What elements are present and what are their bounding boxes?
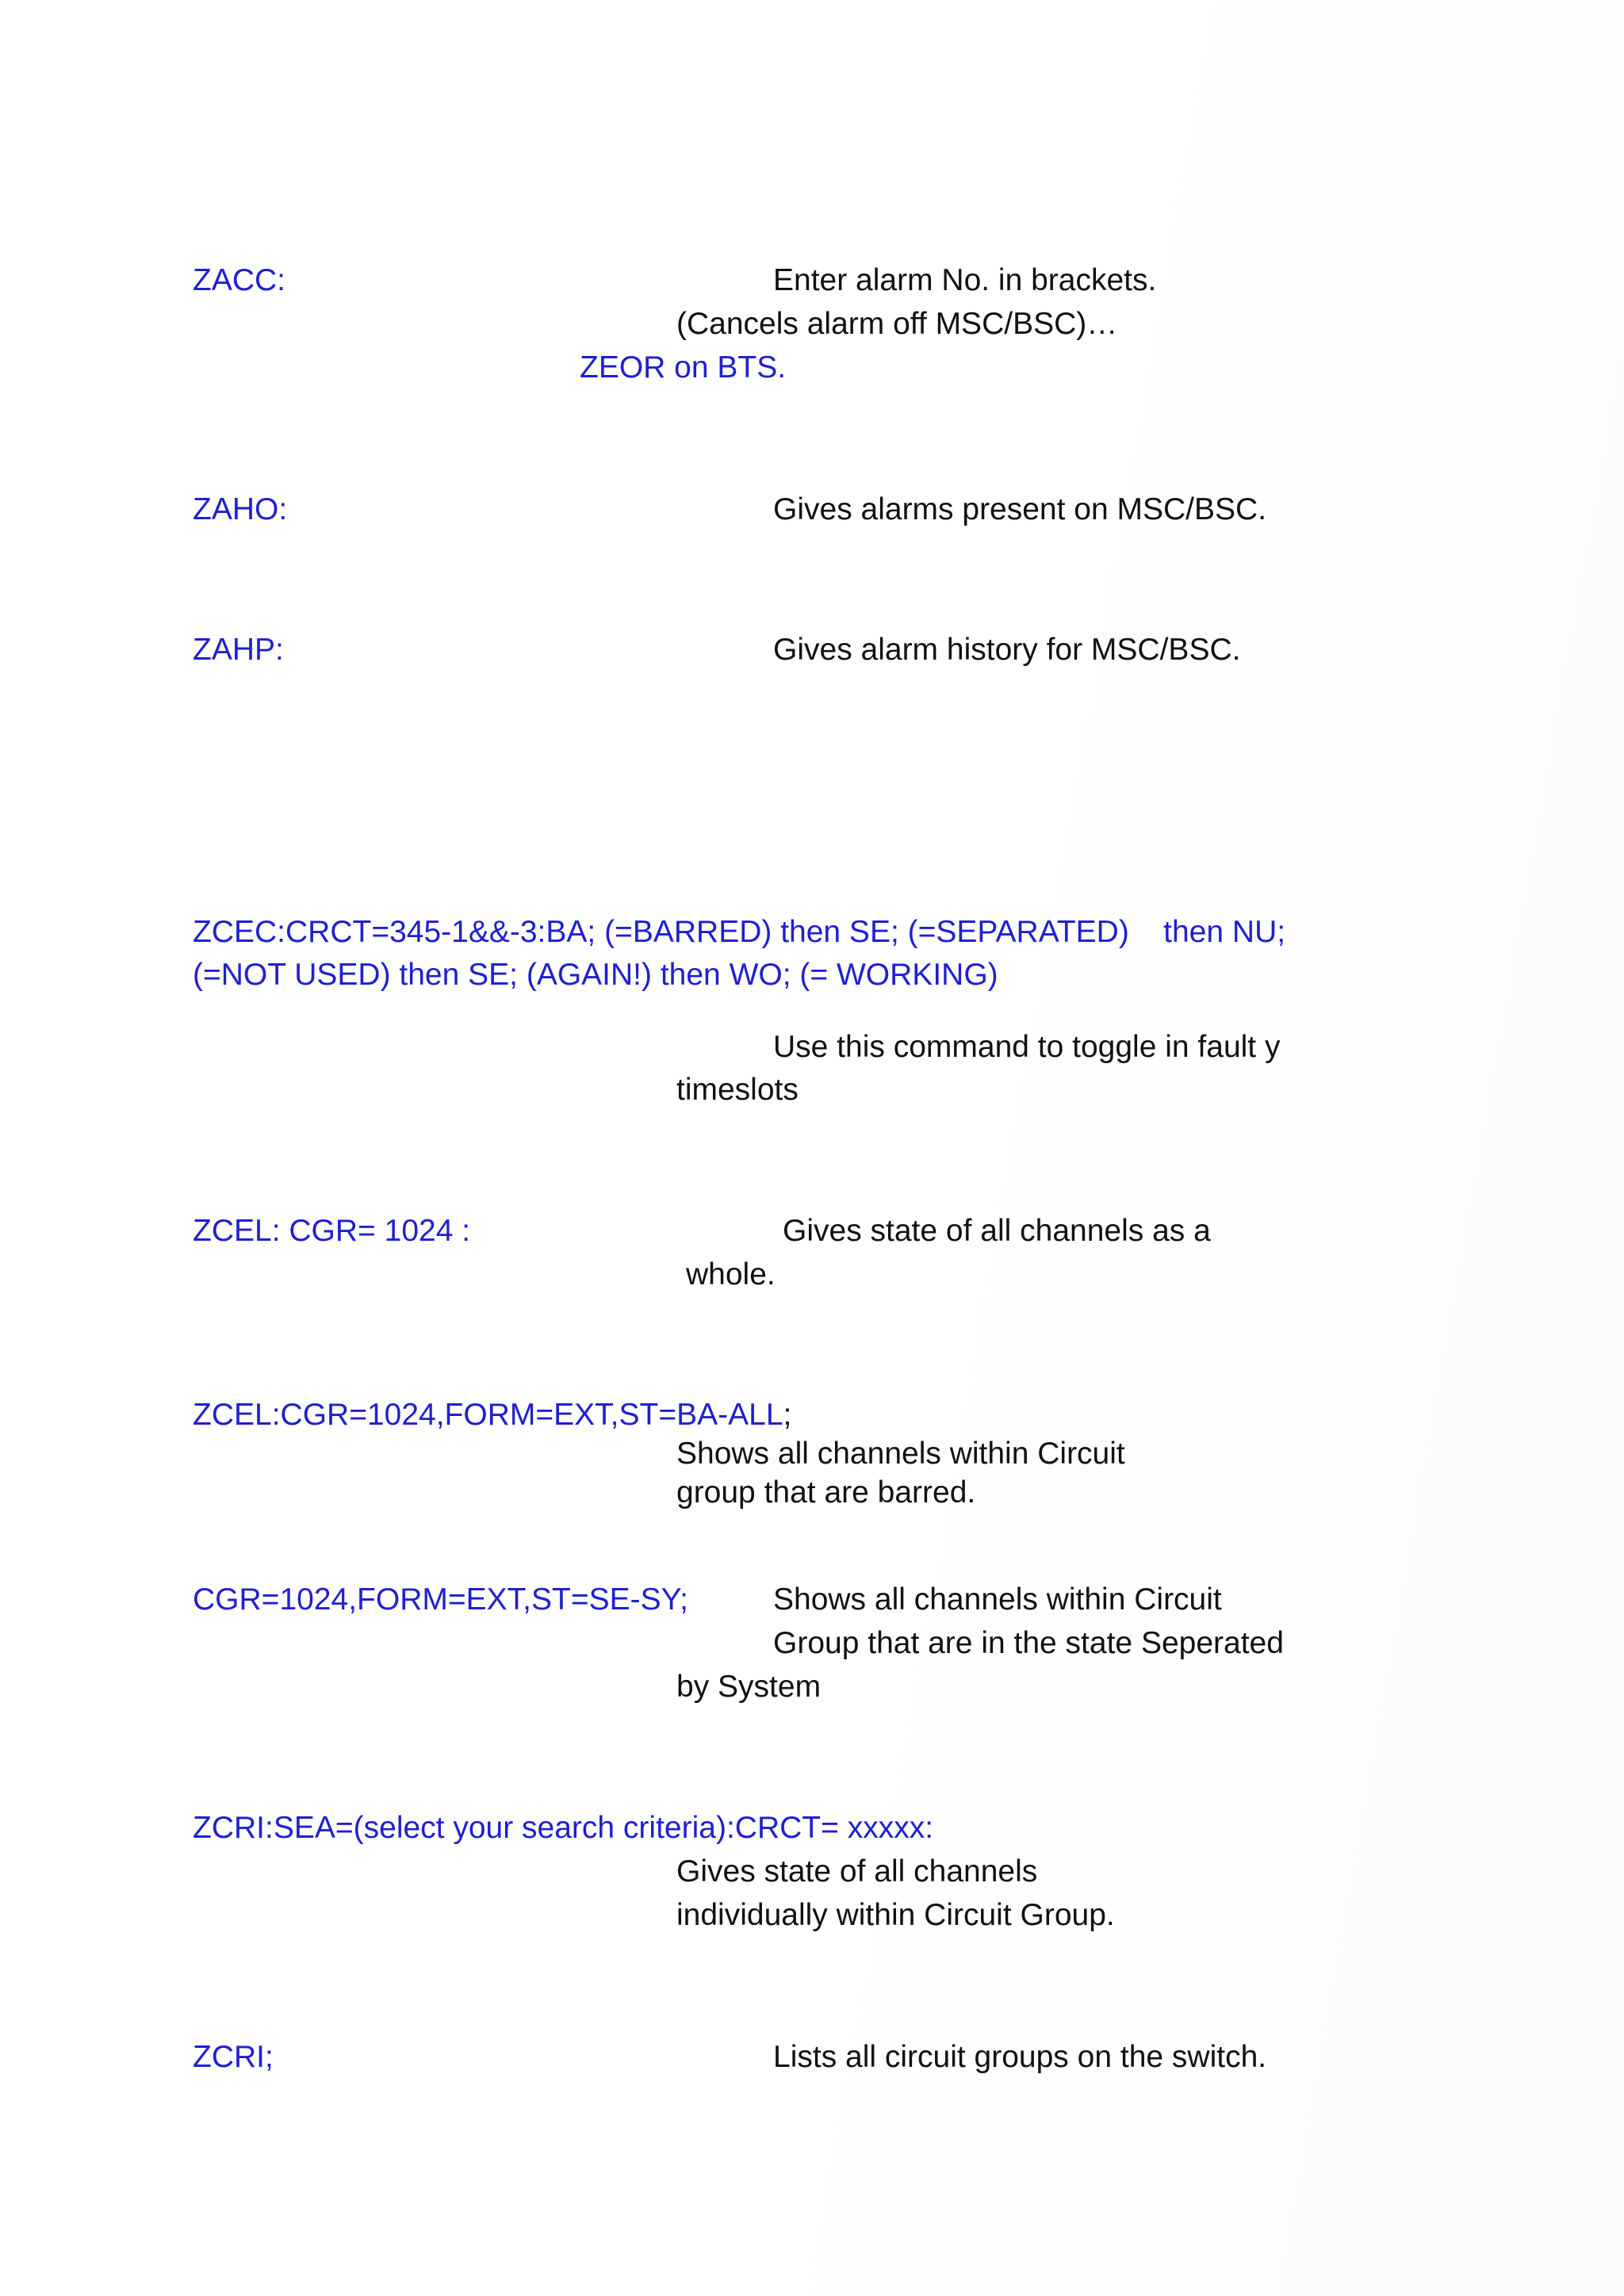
- description-zacc-line-2: (Cancels alarm off MSC/BSC)…: [676, 307, 1118, 341]
- command-zahp: ZAHP:: [193, 633, 284, 667]
- description-zcec-line-1: Use this command to toggle in fault y: [773, 1030, 1281, 1064]
- command-zcri: ZCRI;: [193, 2040, 274, 2074]
- command-zaho: ZAHO:: [193, 492, 288, 526]
- description-zaho: Gives alarms present on MSC/BSC.: [773, 492, 1267, 526]
- command-zcec-line-1: ZCEC:CRCT=345-1&&-3:BA; (=BARRED) then SE; (=SEPARATED) then NU;: [193, 915, 1286, 949]
- description-zcec-line-2: timeslots: [676, 1073, 799, 1107]
- description-zcel-ba-line-1: Shows all channels within Circuit: [676, 1437, 1125, 1471]
- command-zcri-sea: ZCRI:SEA=(select your search criteria):CRCT= xxxxx:: [193, 1811, 934, 1845]
- description-zacc-line-1: Enter alarm No. in brackets.: [773, 263, 1157, 297]
- command-zcel-cgr: ZCEL: CGR= 1024 :: [193, 1214, 471, 1248]
- command-zcel-ba-all: [193, 1397, 791, 1434]
- note-zeor: ZEOR on BTS.: [580, 350, 787, 385]
- description-zcel-line-2: whole.: [686, 1257, 776, 1292]
- command-zcec-line-2: (=NOT USED) then SE; (AGAIN!) then WO; (= WORKING): [193, 958, 998, 992]
- description-zcri-sea-line-2: individually within Circuit Group.: [676, 1898, 1115, 1932]
- description-zahp: Gives alarm history for MSC/BSC.: [773, 633, 1241, 667]
- description-se-sy-line-1: Shows all channels within Circuit: [773, 1582, 1222, 1617]
- description-zcel-line-1: Gives state of all channels as a: [783, 1214, 1211, 1248]
- description-se-sy-line-3: by System: [676, 1670, 822, 1704]
- command-zcel-ba-all-text: ZCEL:CGR=1024,FORM=EXT,ST=BA-ALL: [193, 1398, 783, 1432]
- command-zacc: ZACC:: [193, 263, 285, 297]
- description-zcri-sea-line-1: Gives state of all channels: [676, 1854, 1038, 1888]
- description-zcel-ba-line-2: group that are barred.: [676, 1475, 976, 1510]
- description-zcri: Lists all circuit groups on the switch.: [773, 2040, 1267, 2074]
- command-cgr-se-sy: CGR=1024,FORM=EXT,ST=SE-SY;: [193, 1582, 688, 1617]
- command-zcel-ba-all-suffix: ;: [783, 1398, 792, 1432]
- description-se-sy-line-2: Group that are in the state Seperated: [773, 1626, 1284, 1660]
